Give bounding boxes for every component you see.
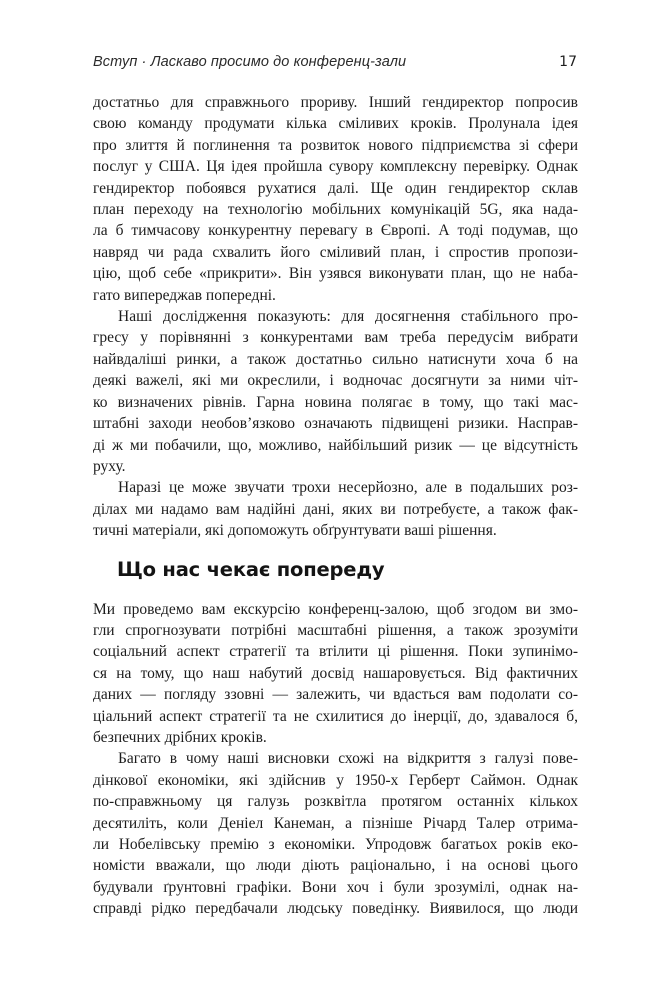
page-number: 17 bbox=[559, 54, 577, 70]
text-line: по-справжньому ця галузь розквітла протягом останніх кількох bbox=[93, 793, 578, 811]
text-line: ла б тимчасову конкурентну перевагу в Європі. А тоді подумав, що bbox=[93, 222, 578, 240]
text-line: соціальний аспект стратегії та втілити ці рішення. Поки зупинімо- bbox=[93, 643, 578, 661]
text-line: деякі важелі, які ми окреслили, і водночас досягнути за ними чіт- bbox=[93, 372, 578, 390]
text-line: про злиття й поглинення та розвиток нового підприємства зі сфери bbox=[93, 136, 578, 154]
text-line: Наразі це може звучати трохи несерйозно, але в подальших роз- bbox=[118, 479, 578, 497]
text-line: даних — погляду ззовні — залежить, чи вдасться вам подолати со- bbox=[93, 686, 578, 704]
paragraph bbox=[93, 306, 578, 477]
text-line: гато випереджав попередні. bbox=[93, 286, 276, 304]
text-line: навряд чи рада схвалить його сміливий план, і спростив пропози- bbox=[93, 243, 578, 261]
text-line: гресу у порівнянні з конкурентами вам треба передусім вибрати bbox=[93, 329, 578, 347]
text-line: ли Нобелівську премію з економіки. Упродовж багатьох років еко- bbox=[93, 836, 578, 853]
text-line: номісти вважали, що люди діють раціонально, і на основі цього bbox=[93, 857, 578, 875]
text-line: ціальний аспект стратегії та не схилитися до інерції, до, здавалося б, bbox=[93, 707, 578, 725]
text-line: будували ґрунтовні графіки. Вони хоч і були зрозумілі, однак на- bbox=[93, 878, 578, 896]
text-line: ся на тому, що наш набутий досвід нашаровується. Від фактичних bbox=[93, 664, 578, 682]
text-line: достатньо для справжнього прориву. Інший гендиректор попросив bbox=[93, 94, 578, 111]
text-line: справді рідко передбачали людську поведінку. Виявилося, що люди bbox=[93, 900, 578, 918]
text-column bbox=[93, 92, 578, 920]
section-heading: Що нас чекає попереду bbox=[117, 557, 385, 581]
text-line: руху. bbox=[93, 457, 126, 475]
text-line: Ми проведемо вам екскурсію конференц-залою, щоб згодом ви змо- bbox=[93, 600, 578, 618]
text-line: найвдаліші ринки, а також достатньо сильно натиснути хоча б на bbox=[93, 350, 578, 368]
running-head bbox=[93, 54, 577, 70]
text-line: цію, щоб себе «прикрити». Він узявся виконувати план, що не наба- bbox=[93, 265, 578, 283]
paragraph bbox=[93, 92, 578, 306]
paragraph bbox=[93, 477, 578, 541]
text-line: послуг у США. Ця ідея пройшла сувору комплексну перевірку. Однак bbox=[93, 158, 578, 176]
text-line: ділах ми надамо вам надійні дані, яких ви потребуєте, а також фак- bbox=[93, 500, 578, 518]
text-line: тичні матеріали, які допоможуть обґрунтувати ваші рішення. bbox=[93, 522, 497, 540]
text-line: план переходу на технологію мобільних комунікацій 5G, яка нада- bbox=[93, 201, 578, 219]
text-line: штабні заходи необов’язково означають підвищені ризики. Насправ- bbox=[93, 415, 578, 433]
running-head-text: Вступ · Ласкаво просимо до конференц-зали bbox=[93, 54, 407, 70]
text-line: безпечних дрібних кроків. bbox=[93, 728, 267, 746]
text-line: гендиректор побоявся рухатися далі. Ще один гендиректор склав bbox=[93, 179, 578, 197]
text-line: дінкової економіки, які здійснив у 1950-х Герберт Саймон. Однак bbox=[93, 771, 578, 789]
text-line: Багато в чому наші висновки схожі на відкриття з галузі пове- bbox=[118, 750, 578, 768]
text-line: свою команду продумати кілька сміливих кроків. Пролунала ідея bbox=[93, 115, 578, 133]
text-line: гли спрогнозувати потрібні масштабні рішення, а також зрозуміти bbox=[93, 621, 578, 639]
text-line: десятиліть, коли Деніел Канеман, а пізніше Річард Талер отрима- bbox=[93, 814, 578, 832]
paragraph bbox=[93, 599, 578, 749]
text-line: Наші дослідження показують: для досягнення стабільного про- bbox=[118, 308, 578, 326]
paragraph bbox=[93, 748, 578, 919]
text-line: ді ж ми побачили, що, можливо, найбільший ризик — це відсутність bbox=[93, 436, 578, 454]
text-line: ко визначених рівнів. Гарна новина полягає в тому, що такі мас- bbox=[93, 393, 578, 411]
